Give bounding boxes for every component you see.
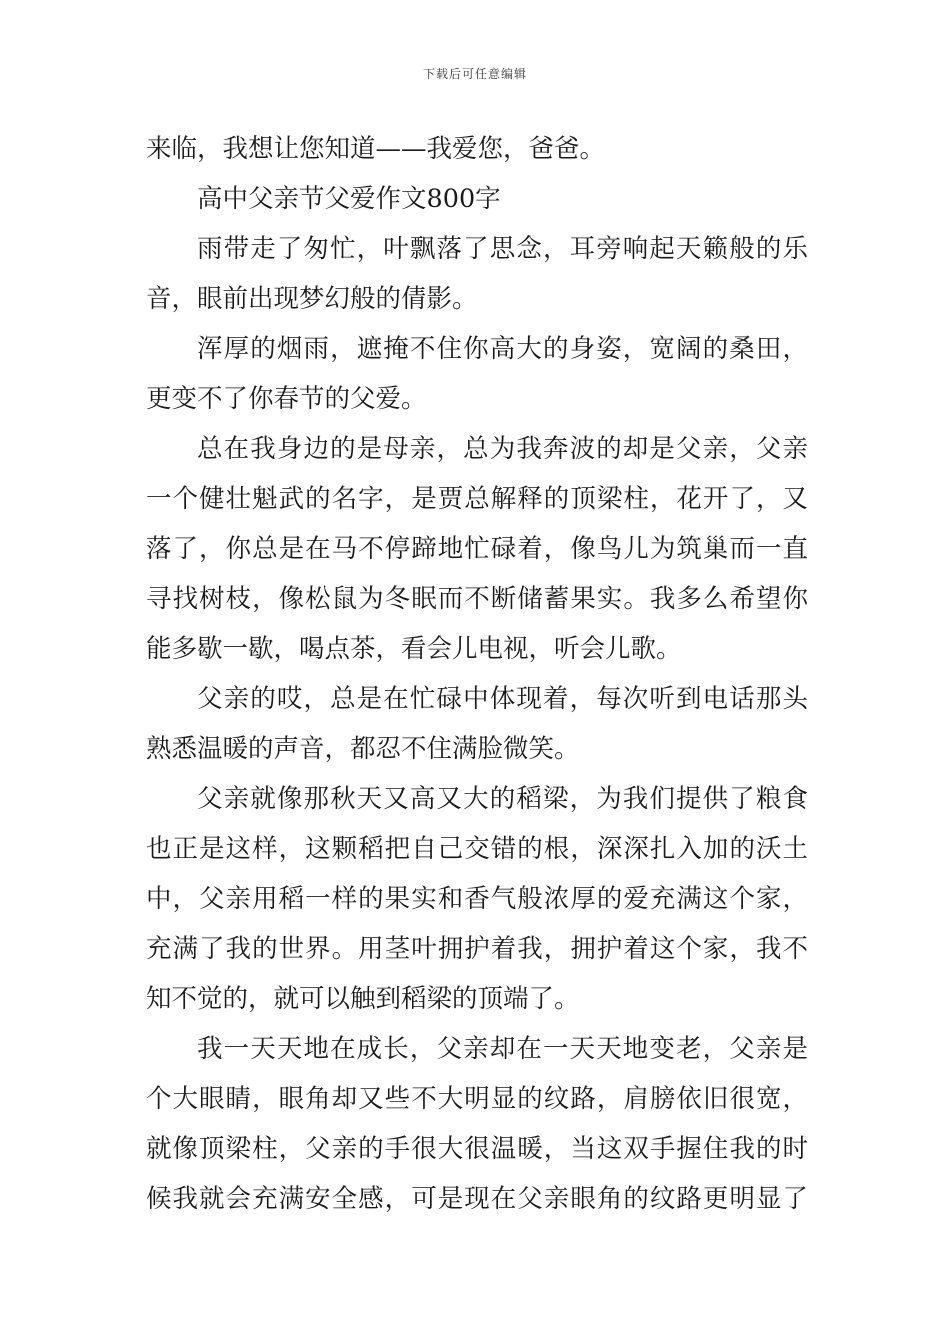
- essay-title: 高中父亲节父爱作文800字: [197, 184, 501, 214]
- text-line: 音，眼前出现梦幻般的倩影。: [146, 284, 478, 314]
- text-line: 知不觉的，就可以触到稻梁的顶端了。: [146, 984, 580, 1014]
- text-line: 就像顶梁柱，父亲的手很大很温暖，当这双手握住我的时: [146, 1134, 808, 1164]
- text-line: 父亲就像那秋天又高又大的稻梁，为我们提供了粮食: [197, 784, 808, 814]
- text-line: 浑厚的烟雨，遮掩不住你高大的身姿，宽阔的桑田，: [197, 334, 808, 364]
- document-body: [146, 124, 808, 1224]
- text-line: 能多歇一歇，喝点茶，看会儿电视，听会儿歌。: [146, 634, 682, 664]
- text-line: 父亲的哎，总是在忙碌中体现着，每次听到电话那头: [197, 684, 808, 714]
- text-line: 更变不了你春节的父爱。: [146, 384, 427, 414]
- text-line: 充满了我的世界。用茎叶拥护着我，拥护着这个家，我不: [146, 934, 808, 964]
- text-line: 总在我身边的是母亲，总为我奔波的却是父亲，父亲: [197, 434, 808, 464]
- page-header: 下载后可任意编辑: [422, 67, 527, 81]
- text-line: 雨带走了匆忙，叶飘落了思念，耳旁响起天籁般的乐: [197, 234, 808, 264]
- text-line: 熟悉温暖的声音，都忍不住满脸微笑。: [146, 734, 580, 764]
- text-line: 中，父亲用稻一样的果实和香气般浓厚的爱充满这个家，: [146, 884, 808, 914]
- text-line: 我一天天地在成长，父亲却在一天天地变老，父亲是: [197, 1034, 808, 1064]
- text-line: 来临，我想让您知道——我爱您，爸爸。: [146, 134, 606, 164]
- text-line: 候我就会充满安全感，可是现在父亲眼角的纹路更明显了: [146, 1184, 808, 1214]
- text-line: 个大眼睛，眼角却又些不大明显的纹路，肩膀依旧很宽，: [146, 1084, 808, 1114]
- text-line: 落了，你总是在马不停蹄地忙碌着，像鸟儿为筑巢而一直: [146, 534, 808, 564]
- text-line: 一个健壮魁武的名字，是贾总解释的顶梁柱，花开了，又: [146, 484, 808, 514]
- text-line: 也正是这样，这颗稻把自己交错的根，深深扎入加的沃土: [146, 834, 808, 864]
- text-line: 寻找树枝，像松鼠为冬眠而不断储蓄果实。我多么希望你: [146, 584, 808, 614]
